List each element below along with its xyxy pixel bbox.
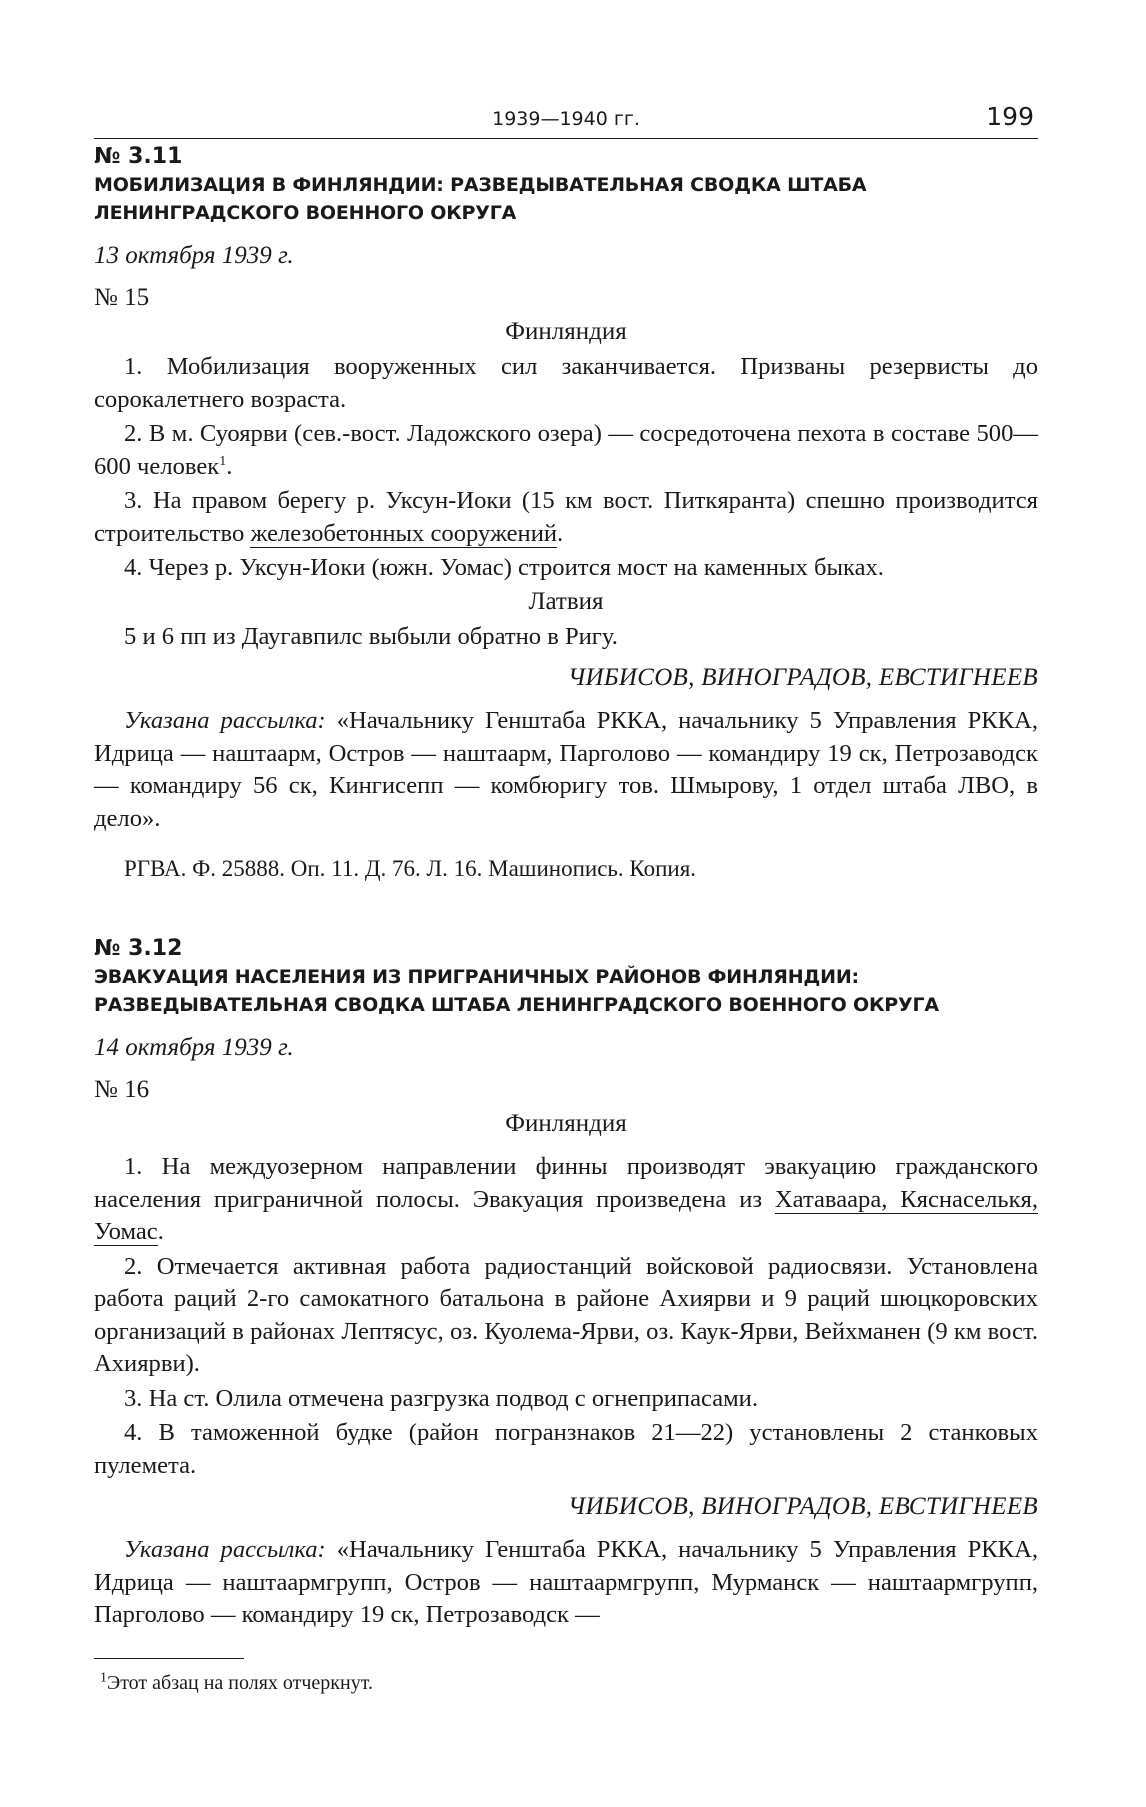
distribution-label: Указана рассылка: xyxy=(124,707,326,734)
document-title-line: ЭВАКУАЦИЯ НАСЕЛЕНИЯ ИЗ ПРИГРАНИЧНЫХ РАЙОНОВ ФИНЛЯНДИИ: xyxy=(94,966,859,988)
book-page xyxy=(94,100,1038,1697)
paragraph xyxy=(94,418,1038,483)
paragraph-end: . xyxy=(226,452,233,480)
paragraph: 2. Отмечается активная работа радиостанций войсковой радиосвязи. Установлена работа раций 2-го самокатного батальона в районе Ахиярви и 9 раций шюцкоровских организаций в районах Лептясус, оз. Куолема-Ярви, оз. Каук-Ярви, Вейхманен (9 км вост. Ахиярви). xyxy=(94,1252,1038,1377)
document-title xyxy=(94,963,1038,1019)
section-heading-finland: Финляндия xyxy=(505,1110,627,1137)
distribution-text: «Начальнику Генштаба РККА, начальнику 5 Управления РККА, Идрица — наштаармгрупп, Остров — наштаармгрупп, Мурманск — наштаармгрупп, Парголово — командиру 19 ск, Петрозаводск — xyxy=(94,1536,1038,1628)
footnote-text: Этот абзац на полях отчеркнут. xyxy=(107,1671,373,1694)
distribution-label: Указана рассылка: xyxy=(124,1536,326,1563)
document-number: № 3.11 xyxy=(94,144,183,169)
paragraph: 4. Через р. Уксун-Иоки (южн. Уомас) строится мост на каменных быках. xyxy=(124,554,884,581)
document-title xyxy=(94,171,1038,227)
report-number: № 16 xyxy=(94,1076,150,1103)
running-head xyxy=(94,100,1038,139)
paragraph: 4. В таможенной будке (район погранзнаков 21—22) установлены 2 станковых пулемета. xyxy=(94,1419,1038,1479)
archive-source: РГВА. Ф. 25888. Оп. 11. Д. 76. Л. 16. Машинопись. Копия. xyxy=(124,856,697,881)
distribution-text: «Начальнику Генштаба РККА, начальнику 5 Управления РККА, Идрица — наштаарм, Остров — наштаарм, Парголово — командиру 19 ск, Петрозаводск — командиру 56 ск, Кингисепп — комбюригу тов. Шмырову, 1 отдел штаба ЛВО, в дело». xyxy=(94,707,1038,832)
footnote-rule xyxy=(94,1658,244,1659)
document-3-11 xyxy=(94,143,1038,885)
paragraph xyxy=(94,1151,1038,1249)
signature: ЧИБИСОВ, ВИНОГРАДОВ, ЕВСТИГНЕЕВ xyxy=(567,664,1038,691)
footnote-mark: 1 xyxy=(219,453,227,469)
paragraph-text: 2. В м. Суоярви (сев.-вост. Ладожского озера) — сосредоточена пехота в составе 500—600 человек xyxy=(94,420,1038,480)
page-number: 199 xyxy=(986,102,1034,131)
underlined-text: железобетонных сооружений xyxy=(250,519,558,547)
paragraph-text: 1. На междуозерном направлении финны производят эвакуацию гражданского населения приграничной полосы. Эвакуация произведена из xyxy=(94,1153,1038,1213)
paragraph-end: . xyxy=(157,1218,164,1245)
paragraph: 5 и 6 пп из Даугавпилс выбыли обратно в Ригу. xyxy=(124,622,618,650)
document-number: № 3.12 xyxy=(94,936,183,961)
document-title-line: РАЗВЕДЫВАТЕЛЬНАЯ СВОДКА ШТАБА ЛЕНИНГРАДСКОГО ВОЕННОГО ОКРУГА xyxy=(94,994,939,1016)
paragraph: 1. Мобилизация вооруженных сил заканчивается. Призваны резервисты до сорокалетнего возраста. xyxy=(94,353,1038,413)
paragraph xyxy=(94,485,1038,550)
footnote-mark: 1 xyxy=(100,1669,107,1685)
document-title-line: МОБИЛИЗАЦИЯ В ФИНЛЯНДИИ: РАЗВЕДЫВАТЕЛЬНАЯ СВОДКА ШТАБА xyxy=(94,174,867,196)
document-title-line: ЛЕНИНГРАДСКОГО ВОЕННОГО ОКРУГА xyxy=(94,202,517,224)
document-date: 14 октября 1939 г. xyxy=(94,1034,294,1061)
section-heading-latvia: Латвия xyxy=(528,587,604,615)
running-head-years: 1939—1940 гг. xyxy=(492,108,640,130)
signature: ЧИБИСОВ, ВИНОГРАДОВ, ЕВСТИГНЕЕВ xyxy=(567,1493,1038,1520)
paragraph: 3. На ст. Олила отмечена разгрузка подвод с огнеприпасами. xyxy=(124,1384,758,1412)
paragraph-end: . xyxy=(557,519,564,547)
distribution-note xyxy=(94,705,1038,835)
section-heading-finland: Финляндия xyxy=(505,318,627,345)
footnote xyxy=(94,1669,1038,1697)
paragraph-text: 3. На правом берегу р. Уксун-Иоки (15 км вост. Питкяранта) спешно производится строительство xyxy=(94,487,1038,547)
underlined-text: Хатаваара, Кяснаселькя, Уомас xyxy=(94,1185,1038,1245)
document-date: 13 октября 1939 г. xyxy=(94,242,294,269)
distribution-note xyxy=(94,1534,1038,1632)
report-number: № 15 xyxy=(94,284,150,311)
document-3-12 xyxy=(94,935,1038,1632)
